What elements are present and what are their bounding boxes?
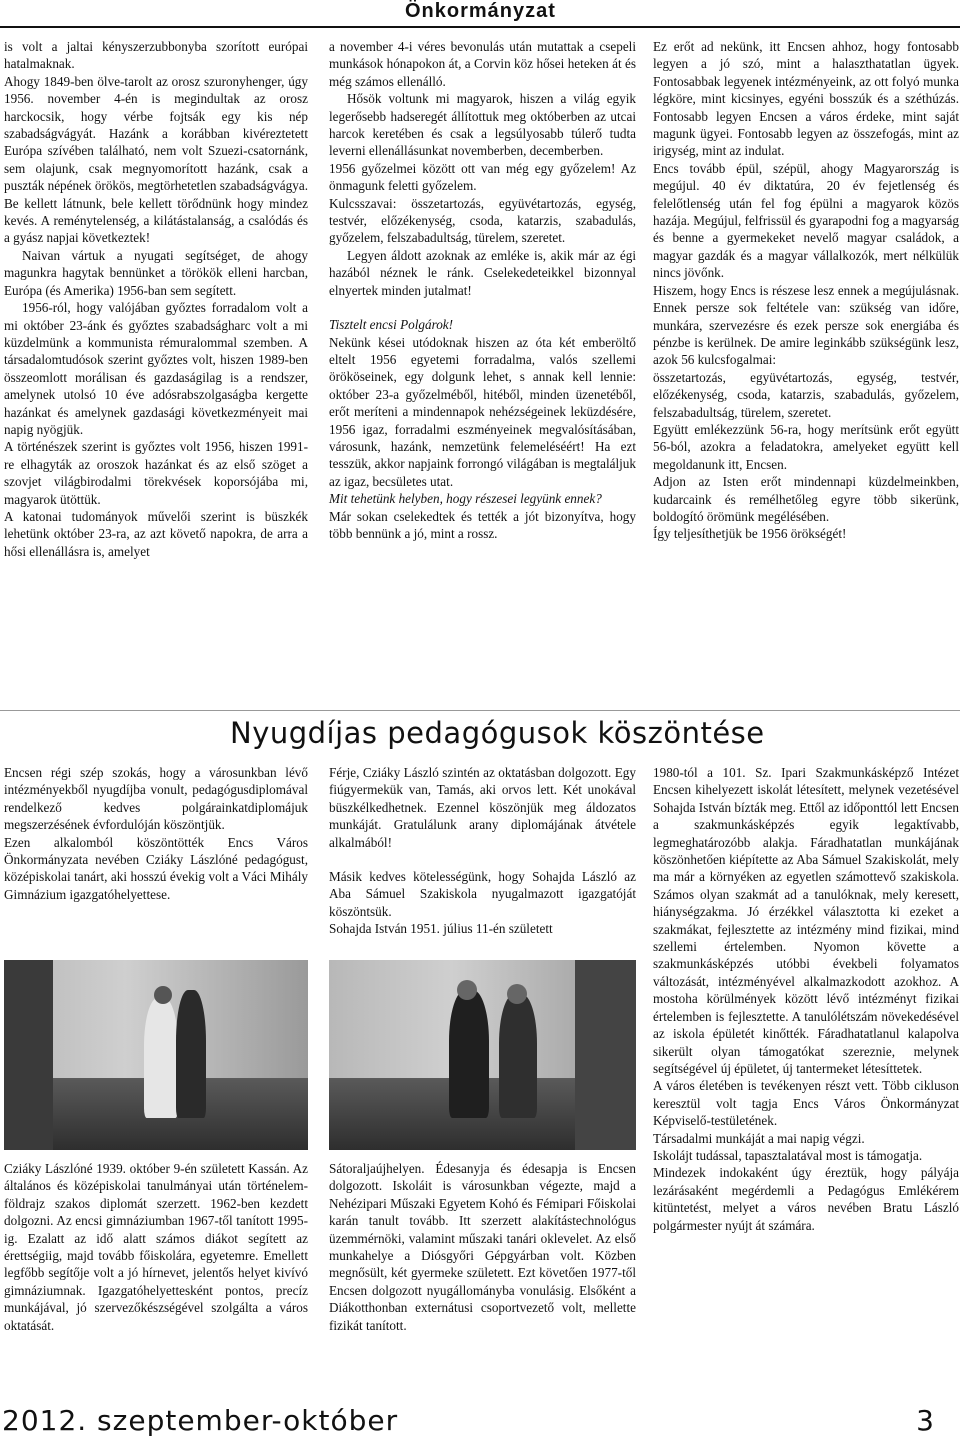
- article-title: Nyugdíjas pedagógusok köszöntése: [230, 716, 765, 750]
- paragraph: 1980-tól a 101. Sz. Ipari Szakmunkásképző Intézet Encsen kihelyezett iskolát létesített, melynek vezetésével Sohajda István bízták meg. Ettől az időponttól lett Encsen a szakmunkásképzés egyik legaktívabb, legmeghatározóbb alakja. Fáradhatatlan munkájának köszönhetően kiépítette az Aba Sámuel Szakiskolát, mely ma már a környéken az egyetlen számottevő szakiskola. Számos olyan szakmát ad a tanulóknak, mely keresett, hiánységzakma. Jó érzékkel választotta ki ezeket a szakmákat, fejlesztette az intézmény mind fizikai, mind szellemi értelemben. Nyomon követte a szakmunkásképzés utóbbi évekbeli folyamatos változását, intézményével alkalmazkodott azokhoz. A mostoha körülmények között lévő intézményt fizikai értelemben is fejlesztette. A tanulólétszám növekedésével az iskola épületét kinőtték. Fáradhatatlanul kalapolva sikerült olyan támogatókat szereznie, melynek segítségével új épületet, új tantermeket létesíttetek.: [653, 765, 959, 1076]
- paragraph: Másik kedves kötelességünk, hogy Sohajda László az Aba Sámuel Szakiskola nyugalmazott igazgatóját köszöntsük.: [329, 869, 636, 919]
- issue-date: 2012. szeptember-október: [2, 1404, 399, 1437]
- section-header-title: Önkormányzat: [405, 0, 556, 22]
- paragraph: Naivan vártuk a nyugati segítséget, de ahogy magunkra hagytak bennünket a törökök elleni harcban, Európa (és Amerika) 1956-ban sem segített.: [4, 247, 308, 298]
- photo-ceremony-1: [4, 960, 308, 1150]
- section-divider: [0, 710, 960, 711]
- paragraph: Ez erőt ad nekünk, itt Encsen ahhoz, hogy fontosabb legyen a jó szó, mint a halaszthatatlan ügyek. Fontosabbak legyenek intézményeink, az ott folyó munka légköre, mint kicsinyes, egyéni bosszúk és a széthúzás. Fontosabb legyen Encsen a város érdeke, mint saját magunk ügyei. Fontosabb legyen az összefogás, mint az irigység, mint az indulat.: [653, 39, 959, 159]
- paragraph: A katonai tudományok művelői szerint is büszkék lehetünk október 23-ra, az azt követő napokra, de arra a hősi ellenállásra is, amelyet: [4, 508, 308, 559]
- paragraph: Hiszem, hogy Encs is részese lesz ennek a megújulásnak. Ennek persze sok feltétele van: szükség van időre, munkára, szervezésre és ezek persze sok energiába és pénzbe is kerülnek. De amire leginkább szükségünk lesz, azok 56 kulcsfogalmai:: [653, 282, 959, 368]
- paragraph: Adjon az Isten erőt mindennapi küzdelmeinkben, kudarcaink és remélhetőleg egyre több sikerünk, boldogító örömünk megélésében.: [653, 474, 959, 524]
- paragraph: Cziáky Lászlóné 1939. október 9-én született Kassán. Az általános és középiskolai tanulmányai után történelem-földrajz szakos diplomát szerzett. 1962-ben kezdett dolgozni. Az encsi gimnáziumban 1967-től tanított 1995-ig. Ezalatt az idő alatt számos diákot segített az érettségiig, majd tovább főiskolára, egyetemre. Emellett legfőbb segítője volt a jó hírnevet, jelentős helyet kivívó gimnáziumnak. Igazgatóhelyettesként pontos, precíz munkájával, jó szervezőkészségével szolgálta a város oktatását.: [4, 1161, 308, 1333]
- paragraph: Ahogy 1849-ben ölve-tarolt az orosz szuronyhenger, úgy 1956. november 4-én is megindultak az orosz harckocsik, hogy vérbe fojtsák egy kis nép szabadságvágyát. Hazánk a korábban kivéreztetett Európa szívében található, nem volt Szuezi-csatornánk, sem olajunk, csak megnyomorított hazánk, csak a puszták népének örökös, megtörhetetlen szabadságvágya. Be kellett látnunk, bele kellett törődnünk hogy mindez kevés. A reménytelenség, a kilátástalanság, a csalódás és a gyász napjai következtek!: [4, 73, 308, 246]
- question: Mit tehetünk helyben, hogy részesei legyünk ennek?: [329, 491, 602, 507]
- paragraph: Nekünk kései utódoknak hiszen az óta két emberöltő eltelt 1956 egyetemi forradalma, valós szellemi örököseinek, egy dolgunk lehet, s annak kell lennie: október 23-a győzelméből, hitéből, minden üzenetéből, erőt meríteni a mindennapok nehézségeinek leküzdésére, 1956 igaz, forradalmi eszményeinek megvalósításában, városunk, hazánk, nemzetünk felemeléséért! Ha ezt tesszük, akkor napjaink forrongó világában is megtaláljuk az igaz, becsületes utat.: [329, 334, 636, 489]
- paragraph: összetartozás, együvétartozás, egység, testvér, előzékenység, csoda, katarzis, szabadulás, győzelem, felszabadultság, türelem, szeretet.: [653, 369, 959, 420]
- paragraph: Már sokan cselekedtek és tették a jót bizonyítva, hogy több bennünk a jó, mint a rossz.: [329, 508, 636, 541]
- paragraph: Iskolájt tudással, tapasztalatával most is támogatja.: [653, 1147, 923, 1163]
- paragraph: Mindezek indokaként úgy éreztük, hogy pályája lezárásaként megérdemli a Pedagógus Emlékérem kitüntetést, melyet a város nevében Bratu László polgármester nyújt át számára.: [653, 1165, 959, 1233]
- salutation: Tisztelt encsi Polgárok!: [329, 317, 454, 333]
- bottom-article-col1-top: [4, 764, 308, 903]
- paragraph: A város életében is tevékenyen részt vett. Több cikluson keresztül volt tagja Encs Város Önkormányzat Képviselő-testületének.: [653, 1078, 959, 1129]
- paragraph: Így teljesíthetjük be 1956 örökségét!: [653, 526, 847, 542]
- paragraph: Hősök voltunk mi magyarok, hiszen a világ egyik legerősebb hadseregét állítottuk meg októberben az utcai harcok keretében és csak a legsúlyosabb túlerő tudta leverni ellenállásunkat novemberben, decemberben.: [329, 91, 636, 159]
- paragraph: Férje, Cziáky László szintén az oktatásban dolgozott. Egy fiúgyermekük van, Tamás, aki orvos lett. Két unokával büszkélkedhetnek. Ezennel köszönjük meg áldozatos munkáját. Gratulálunk arany diplomájának átvétele alkalmából!: [329, 765, 636, 850]
- top-article-col3: [653, 38, 959, 543]
- paragraph: Együtt emlékezzünk 56-ra, hogy merítsünk erőt együtt 56-ból, azokra a feladatokra, amelyeket együtt kell megoldanunk itt, Encsen.: [653, 421, 959, 472]
- paragraph: Sátoraljaújhelyen. Édesanyja és édesapja is Encsen dolgozott. Iskoláit is városunkban végezte, majd a Nehézipari Műszaki Egyetem Kohó és Fémipari Főiskolai karán tanult tovább. Itt szerzett alakítástechnológus üzemmérnöki, valamint műszaki tanári oklevelet. Az első munkahelye a Diósgyőri Gépgyárban volt. Közben megnősült, két gyermeke született. Ezt követően 1977-től Encsen dolgozott nyugállományba vonulásig. Elsőként a Diákotthonban externátusi csoportvezető volt, mellette fizikát tanított.: [329, 1161, 636, 1333]
- paragraph: a november 4-i véres bevonulás után mutattak a csepeli munkások hónapokon át, a Corvin köz hősei heteken át és még számos ellenálló.: [329, 39, 636, 89]
- top-article-col1: [4, 38, 308, 560]
- top-article-col2: [329, 38, 636, 542]
- paragraph: is volt a jaltai kényszerzubbonyba szorított európai hatalmaknak.: [4, 39, 308, 72]
- bottom-article-col2-top: [329, 764, 636, 938]
- paragraph: 1956-ról, hogy valójában győztes forradalom volt a mi október 23-ánk és győztes szabadságharc volt a mi küzdelmünk a kommunista rémuralommal szemben. A társadalomtudósok szerint győztes volt, hiszen 1989-ben összeomlott morálisan és gazdaságilag is a rendszer, amelynek utolsó 10 éve adósrabszolgaságba kergette hazánkat és amelynek gazdasági következményeit mai napig nyögjük.: [4, 300, 308, 437]
- paragraph: Encs tovább épül, szépül, ahogy Magyarország is megújul. 40 év diktatúra, 20 év fejetlenség és felelőtlenség után fel fog épülni a magyarok közös hazája. Megújul, felfrissül és gyarapodni fog a magyarság és benne a gyermekeket nevelő magyar családok, a magyar gazdák és a magyar vállalkozók, mert nélkülük nincs jövőnk.: [653, 160, 959, 281]
- page-number: 3: [916, 1404, 934, 1437]
- paragraph: Társadalmi munkáját a mai napig végzi.: [653, 1130, 865, 1146]
- paragraph: Sohajda István 1951. július 11-én született: [329, 921, 553, 937]
- paragraph: A történészek szerint is győztes volt 1956, hiszen 1991-re elhagyták az oroszok hazánkat és az első szöget a szovjet világbirodalmi törekvések koporsójába mi, magyarok ütöttük.: [4, 439, 308, 507]
- paragraph: Kulcsszavai: összetartozás, együvétartozás, egység, testvér, előzékenység, csoda, katarzis, szabadulás, győzelem, felszabadultság, türelem, szeretet.: [329, 195, 636, 246]
- bottom-article-col2-bottom: [329, 1160, 636, 1334]
- photo-ceremony-2: [329, 960, 636, 1150]
- paragraph: Legyen áldott azoknak az emléke is, akik már az égi hazából néznek le ránk. Cselekedeteikkel bizonnyal elnyertek minden jutalmat!: [329, 247, 636, 298]
- paragraph: Ezen alkalomból köszöntötték Encs Város Önkormányzata nevében Cziáky Lászlóné pedagógust, középiskolai tanárt, aki hosszú évekig volt a Váci Mihály Gimnázium igazgatóhelyettese.: [4, 834, 308, 902]
- paragraph: 1956 győzelmei között ott van még egy győzelem! Az önmagunk feletti győzelem.: [329, 160, 636, 194]
- bottom-article-col1-bottom: [4, 1160, 308, 1334]
- bottom-article-col3: [653, 764, 959, 1234]
- paragraph: Encsen régi szép szokás, hogy a városunkban lévő intézményekből nyugdíjba vonult, pedagógusdiplomával rendelkező kedves polgárainkatdiplomájuk megszerzésének évfordulóján köszöntjük.: [4, 765, 308, 833]
- header-rule: [0, 26, 960, 28]
